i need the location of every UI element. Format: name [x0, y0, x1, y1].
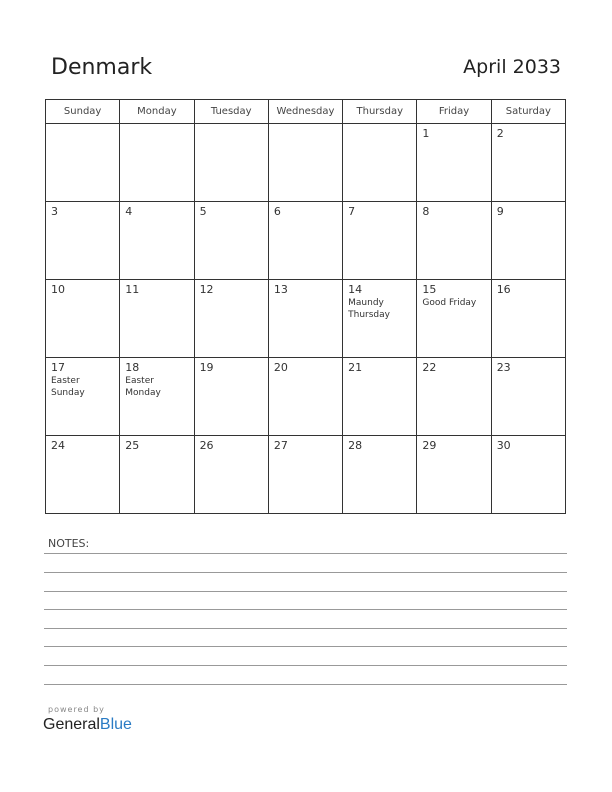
- day-cell: [343, 202, 417, 280]
- day-cell: [194, 280, 268, 358]
- day-cell: [417, 124, 491, 202]
- week-row: [46, 436, 566, 514]
- week-row: [46, 358, 566, 436]
- note-line: [44, 553, 567, 554]
- day-cell: [491, 202, 565, 280]
- day-number: 4: [125, 205, 133, 218]
- day-number: 29: [422, 439, 437, 452]
- day-number: 6: [273, 205, 281, 218]
- week-row: [46, 202, 566, 280]
- note-line: [44, 628, 567, 629]
- day-cell: [343, 280, 417, 358]
- day-number: 20: [273, 361, 288, 374]
- weekday-tuesday: Tuesday: [194, 100, 268, 124]
- day-cell: [491, 280, 565, 358]
- weekday-header-row: [46, 100, 566, 124]
- weekday-wednesday: Wednesday: [268, 100, 342, 124]
- day-cell: [194, 436, 268, 514]
- note-line: [44, 572, 567, 573]
- day-cell: [120, 436, 194, 514]
- day-number: 22: [422, 361, 437, 374]
- day-number: 8: [422, 205, 430, 218]
- weekday-friday: Friday: [417, 100, 491, 124]
- day-number: 17: [51, 361, 65, 374]
- holiday-label: Easter Sunday: [51, 376, 85, 398]
- note-line: [44, 665, 567, 666]
- powered-by-text: powered by: [48, 705, 105, 714]
- day-cell: [194, 124, 268, 202]
- day-number: 28: [348, 439, 363, 452]
- day-cell: [268, 202, 342, 280]
- day-cell: [120, 358, 194, 436]
- day-cell: [194, 358, 268, 436]
- day-cell: [46, 202, 120, 280]
- day-cell: [46, 124, 120, 202]
- day-number: 26: [199, 439, 214, 452]
- day-number: 16: [496, 283, 511, 296]
- day-number: 25: [125, 439, 140, 452]
- day-cell: [417, 202, 491, 280]
- note-line: [44, 646, 567, 647]
- day-cell: [343, 358, 417, 436]
- day-number: 18: [125, 361, 140, 374]
- calendar-body: [46, 124, 566, 514]
- day-number: 13: [273, 283, 288, 296]
- weekday-monday: Monday: [120, 100, 194, 124]
- day-cell: [268, 358, 342, 436]
- brand-blue: Blue: [99, 716, 132, 733]
- notes-label: NOTES:: [48, 537, 90, 550]
- day-cell: [417, 436, 491, 514]
- week-row: [46, 124, 566, 202]
- day-number: 24: [51, 439, 65, 452]
- month-title: April 2033: [463, 56, 561, 78]
- note-line: [44, 684, 567, 685]
- day-number: 19: [199, 361, 214, 374]
- note-line: [44, 591, 567, 592]
- weekday-saturday: Saturday: [491, 100, 565, 124]
- day-cell: [268, 280, 342, 358]
- day-cell: [417, 358, 491, 436]
- day-cell: [120, 280, 194, 358]
- weekday-sunday: Sunday: [46, 100, 120, 124]
- day-number: 10: [51, 283, 65, 296]
- day-number: 1: [422, 127, 430, 140]
- day-cell: [343, 436, 417, 514]
- day-number: 15: [422, 283, 437, 296]
- day-number: 12: [199, 283, 214, 296]
- generalblue-logo: [43, 716, 132, 734]
- day-number: 14: [348, 283, 363, 296]
- day-number: 3: [51, 205, 58, 218]
- day-cell: [120, 202, 194, 280]
- day-cell: [194, 202, 268, 280]
- day-cell: [491, 358, 565, 436]
- day-number: 5: [199, 205, 207, 218]
- day-number: 27: [273, 439, 288, 452]
- holiday-label: Easter Monday: [125, 376, 161, 398]
- weekday-thursday: Thursday: [343, 100, 417, 124]
- day-cell: [46, 436, 120, 514]
- day-cell: [120, 124, 194, 202]
- day-cell: [268, 124, 342, 202]
- day-cell: [343, 124, 417, 202]
- day-cell: [417, 280, 491, 358]
- day-cell: [268, 436, 342, 514]
- holiday-label: Good Friday: [422, 298, 477, 308]
- brand-general: General: [43, 716, 100, 733]
- day-cell: [46, 280, 120, 358]
- day-number: 30: [496, 439, 511, 452]
- day-cell: [491, 124, 565, 202]
- holiday-label: Maundy Thursday: [348, 298, 390, 320]
- day-cell: [46, 358, 120, 436]
- calendar-grid: [45, 99, 566, 514]
- day-number: 9: [496, 205, 504, 218]
- week-row: [46, 280, 566, 358]
- day-number: 7: [348, 205, 356, 218]
- day-cell: [491, 436, 565, 514]
- country-title: Denmark: [51, 55, 153, 80]
- day-number: 11: [125, 283, 140, 296]
- note-line: [44, 609, 567, 610]
- day-number: 21: [348, 361, 363, 374]
- day-number: 2: [496, 127, 504, 140]
- day-number: 23: [496, 361, 511, 374]
